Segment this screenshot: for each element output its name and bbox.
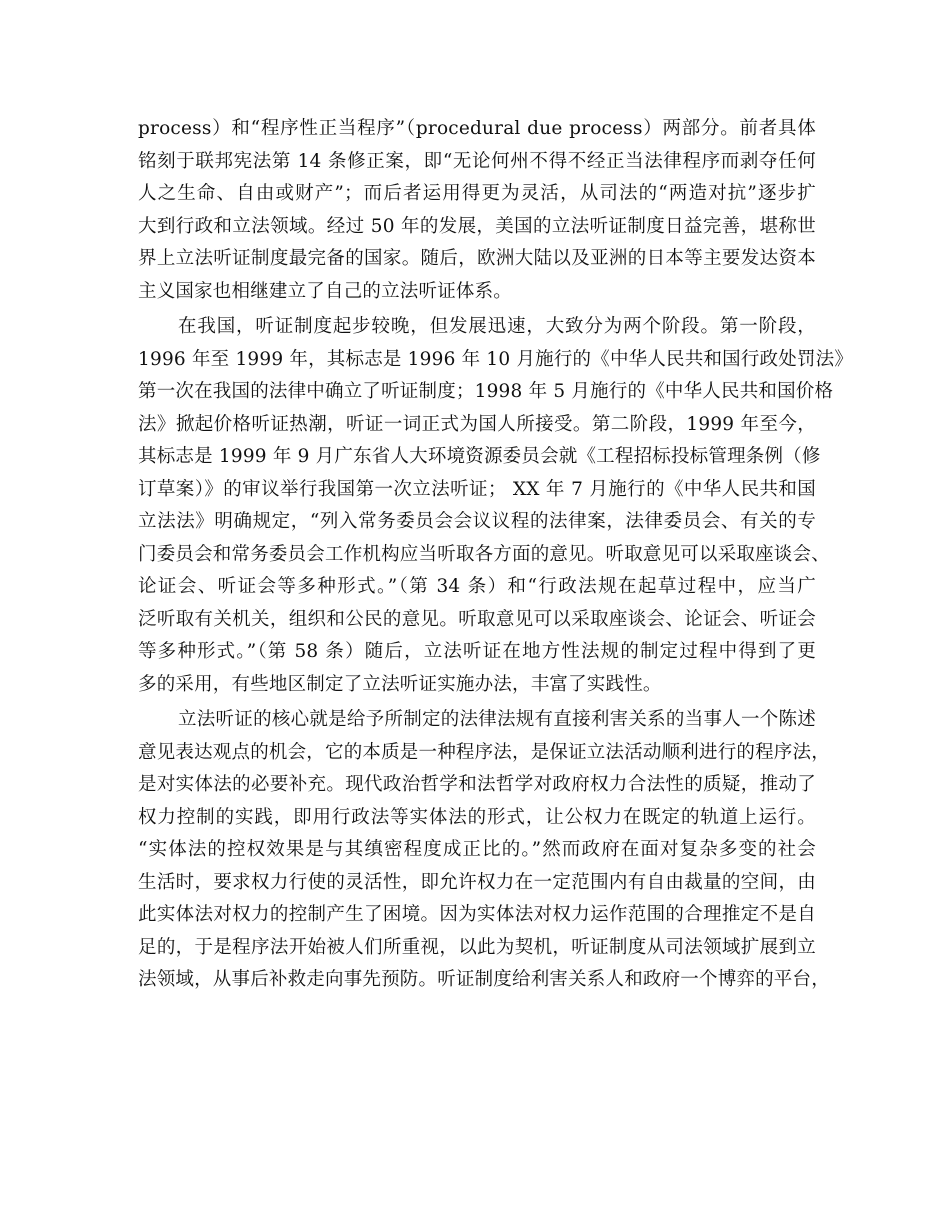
text-line: 立法法》明确规定，“列入常务委员会会议议程的法律案，法律委员会、有关的专 [138,511,816,532]
text-line: 大到行政和立法领域。经过 50 年的发展，美国的立法听证制度日益完善，堪称世 [138,215,816,237]
paragraph-2 [138,311,854,701]
text-line: 权力控制的实践，即用行政法等实体法的形式，让公权力在既定的轨道上运行。 [138,806,816,828]
text-line: 订草案）》的审议举行我国第一次立法听证； XX 年 7 月施行的《中华人民共和国 [138,478,816,500]
text-line: 法》掀起价格听证热潮，听证一词正式为国人所接受。第二阶段，1999 年至今， [138,413,816,435]
text-line: 论证会、听证会等多种形式。”（第 34 条）和“行政法规在起草过程中，应当广 [138,576,816,597]
text-line: 足的，于是程序法开始被人们所重视，以此为契机，听证制度从司法领域扩展到立 [138,936,816,958]
text-line: 法领域，从事后补救走向事先预防。听证制度给利害关系人和政府一个博弈的平台， [138,969,830,990]
text-line: 第一次在我国的法律中确立了听证制度；1998 年 5 月施行的《中华人民共和国价格 [138,381,834,402]
text-line: 其标志是 1999 年 9 月广东省人大环境资源委员会就《工程招标投标管理条例（修 [138,446,821,467]
text-line: 多的采用，有些地区制定了立法听证实施办法，丰富了实践性。 [138,673,662,695]
text-line: 门委员会和常务委员会工作机构应当听取各方面的意见。听取意见可以采取座谈会、 [138,543,830,565]
text-line: 等多种形式。”（第 58 条）随后，立法听证在地方性法规的制定过程中得到了更 [138,641,816,662]
text-line: 1996 年至 1999 年，其标志是 1996 年 10 月施行的《中华人民共和国行政处罚法》 [138,348,854,370]
text-line: 此实体法对权力的控制产生了困境。因为实体法对权力运作范围的合理推定不是自 [138,904,816,925]
text-line: 主义国家也相继建立了自己的立法听证体系。 [138,280,513,302]
text-line: 生活时，要求权力行使的灵活性，即允许权力在一定范围内有自由裁量的空间，由 [138,871,816,893]
text-line: 界上立法听证制度最完备的国家。随后，欧洲大陆以及亚洲的日本等主要发达资本 [138,248,816,269]
text-line: process）和“程序性正当程序”（procedural due process）两部分。前者具体 [138,118,816,139]
text-line: 泛听取有关机关，组织和公民的意见。听取意见可以采取座谈会、论证会、听证会 [138,608,816,630]
text-line: 人之生命、自由或财产”；而后者运用得更为灵活，从司法的“两造对抗”逐步扩 [138,183,816,204]
paragraph-3 [138,704,830,997]
text-line: 是对实体法的必要补充。现代政治哲学和法哲学对政府权力合法性的质疑，推动了 [138,774,816,795]
text-line: 意见表达观点的机会，它的本质是一种程序法，是保证立法活动顺利进行的程序法， [138,741,830,763]
paragraph-1 [138,113,816,308]
text-line: 在我国，听证制度起步较晚，但发展迅速，大致分为两个阶段。第一阶段， [178,316,816,337]
text-line: 立法听证的核心就是给予所制定的法律法规有直接利害关系的当事人一个陈述 [178,709,816,730]
text-line: “实体法的控权效果是与其缜密程度成正比的。”然而政府在面对复杂多变的社会 [138,839,816,860]
text-line: 铭刻于联邦宪法第 14 条修正案，即“无论何州不得不经正当法律程序而剥夺任何 [138,150,816,172]
